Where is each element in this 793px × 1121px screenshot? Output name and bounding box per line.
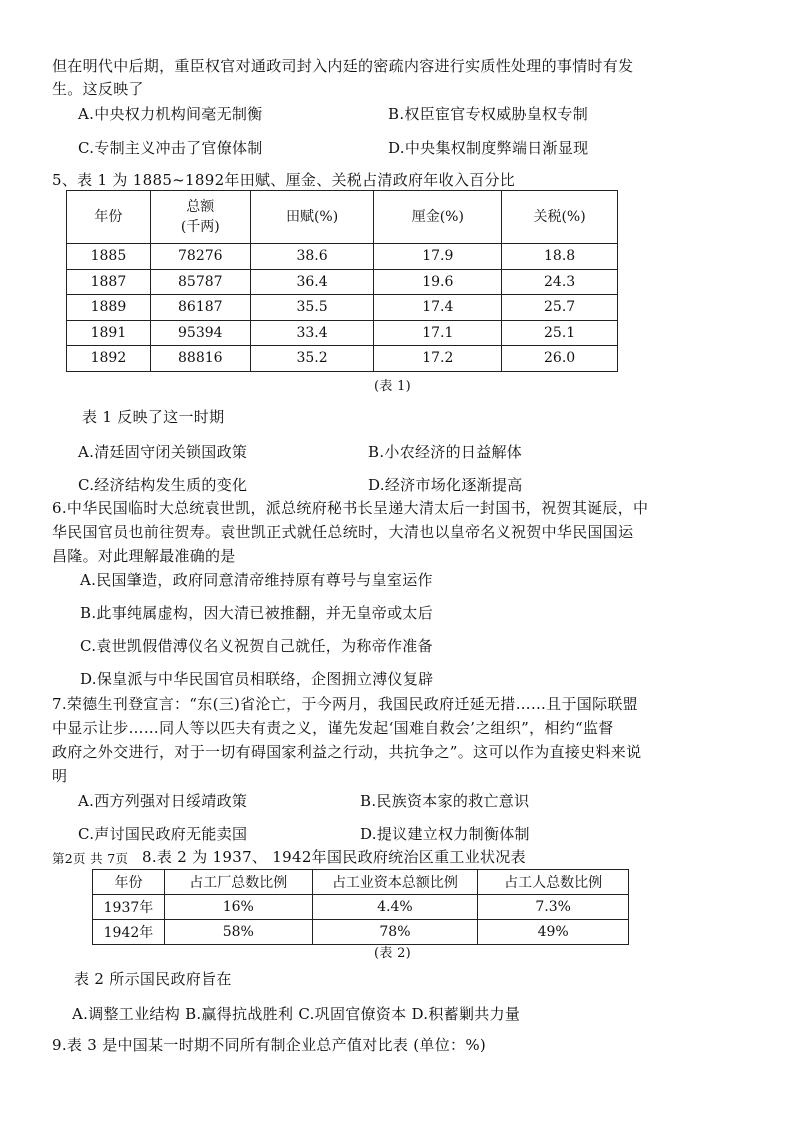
table-cell: 17.9	[374, 244, 502, 270]
q7-option-d[interactable]: D.提议建立权力制衡体制	[360, 825, 530, 843]
q9-stem: 9.表 3 是中国某一时期不同所有制企业总产值对比表 (单位：%)	[52, 1036, 487, 1054]
table-1-caption: (表 1)	[374, 379, 412, 394]
q7-option-a[interactable]: A.西方列强对日绥靖政策	[78, 792, 248, 810]
table-cell: 1892	[67, 346, 151, 372]
table-cell: 36.4	[250, 269, 374, 295]
table-1-header-total-unit: (千两)	[180, 219, 220, 235]
table-cell: 35.2	[250, 346, 374, 372]
table-row	[67, 295, 618, 321]
q7-stem-line-3: 政府之外交进行，对于一切有碍国家利益之行动，共抗争之”。这可以作为直接史料来说	[52, 743, 642, 761]
table-2-header-row	[93, 870, 629, 895]
table-cell: 38.6	[250, 244, 374, 270]
q7-stem-line-4: 明	[52, 767, 68, 785]
q7-option-b[interactable]: B.民族资本家的救亡意识	[360, 792, 530, 810]
table-1	[66, 190, 618, 372]
table-row	[93, 920, 629, 945]
table-1-header-total-label: 总额	[186, 199, 215, 215]
table-2-header-workers: 占工人总数比例	[478, 870, 629, 895]
q4-stem-line-2: 生。这反映了	[52, 80, 144, 98]
table-1-header-lijin: 厘金(%)	[374, 191, 502, 244]
table-1-header-row	[67, 191, 618, 244]
table-cell: 88816	[150, 346, 250, 372]
q4-option-c[interactable]: C.专制主义冲击了官僚体制	[78, 139, 263, 157]
q5-option-c[interactable]: C.经济结构发生质的变化	[78, 476, 248, 494]
table-cell: 7.3%	[478, 895, 629, 920]
q7-option-c[interactable]: C.声讨国民政府无能卖国	[78, 825, 248, 843]
table-cell: 78276	[150, 244, 250, 270]
table-cell: 1885	[67, 244, 151, 270]
q5-option-b[interactable]: B.小农经济的日益解体	[368, 443, 523, 461]
table-cell: 25.1	[502, 320, 618, 346]
q5-stem: 5、表 1 为 1885~1892年田赋、厘金、关税占清政府年收入百分比	[52, 171, 516, 189]
table-cell: 35.5	[250, 295, 374, 321]
table-row	[67, 269, 618, 295]
table-row	[67, 346, 618, 372]
table-cell: 85787	[150, 269, 250, 295]
q5-lead: 表 1 反映了这一时期	[82, 408, 225, 426]
table-cell: 49%	[478, 920, 629, 945]
table-cell: 25.7	[502, 295, 618, 321]
q6-option-b[interactable]: B.此事纯属虚构，因大清已被推翻，并无皇帝或太后	[80, 604, 433, 622]
table-cell: 1889	[67, 295, 151, 321]
table-row	[67, 320, 618, 346]
q6-option-a[interactable]: A.民国肇造，政府同意清帝维持原有尊号与皇室运作	[80, 571, 433, 589]
q6-stem-line-2: 华民国官员也前往贺寿。袁世凯正式就任总统时，大清也以皇帝名义祝贺中华民国国运	[52, 523, 634, 541]
q6-option-c[interactable]: C.袁世凯假借溥仪名义祝贺自己就任，为称帝作准备	[80, 637, 433, 655]
table-cell: 1937年	[93, 895, 165, 920]
q8-options[interactable]: A.调整工业结构 B.赢得抗战胜利 C.巩固官僚资本 D.积蓄剿共力量	[72, 1005, 521, 1023]
table-cell: 26.0	[502, 346, 618, 372]
table-2-header-capital: 占工业资本总额比例	[312, 870, 478, 895]
q5-option-d[interactable]: D.经济市场化逐渐提高	[368, 476, 523, 494]
table-cell: 18.8	[502, 244, 618, 270]
table-cell: 1891	[67, 320, 151, 346]
q4-stem-line-1: 但在明代中后期，重臣权官对通政司封入内廷的密疏内容进行实质性处理的事情时有发	[52, 57, 634, 75]
table-cell: 19.6	[374, 269, 502, 295]
table-row	[93, 895, 629, 920]
q8-stem: 8.表 2 为 1937、 1942年国民政府统治区重工业状况表	[142, 848, 526, 866]
q8-lead: 表 2 所示国民政府旨在	[74, 970, 232, 988]
table-1-header-total	[150, 191, 250, 244]
table-cell: 17.1	[374, 320, 502, 346]
table-1-header-year: 年份	[67, 191, 151, 244]
table-2	[92, 869, 629, 945]
q4-option-d[interactable]: D.中央集权制度弊端日渐显现	[388, 139, 589, 157]
q4-option-a[interactable]: A.中央权力机构间毫无制衡	[78, 105, 263, 123]
table-cell: 86187	[150, 295, 250, 321]
table-cell: 33.4	[250, 320, 374, 346]
table-2-caption: (表 2)	[374, 946, 412, 961]
table-cell: 16%	[164, 895, 312, 920]
q7-stem-line-2: 中显示让步……同人等以匹夫有责之义，谨先发起‘国难自救会’之组织”，相约“监督	[52, 719, 614, 737]
table-2-header-year: 年份	[93, 870, 165, 895]
table-cell: 58%	[164, 920, 312, 945]
q6-option-d[interactable]: D.保皇派与中华民国官员相联络，企图拥立溥仪复辟	[80, 670, 434, 688]
table-2-header-factories: 占工厂总数比例	[164, 870, 312, 895]
q6-stem-line-1: 6.中华民国临时大总统袁世凯，派总统府秘书长呈递大清太后一封国书，祝贺其诞辰，中	[52, 499, 649, 517]
q6-stem-line-3: 昌隆。对此理解最准确的是	[52, 547, 236, 565]
table-cell: 24.3	[502, 269, 618, 295]
q7-stem-line-1: 7.荣德生刊登宣言：“东(三)省沦亡，于今两月，我国民政府迁延无措……且于国际联盟	[52, 695, 638, 713]
table-1-header-land-tax: 田赋(%)	[250, 191, 374, 244]
table-cell: 4.4%	[312, 895, 478, 920]
q5-option-a[interactable]: A.清廷固守闭关锁国政策	[78, 443, 248, 461]
table-row	[67, 244, 618, 270]
table-cell: 1942年	[93, 920, 165, 945]
table-cell: 95394	[150, 320, 250, 346]
q4-option-b[interactable]: B.权臣宦官专权威胁皇权专制	[388, 105, 588, 123]
table-cell: 17.2	[374, 346, 502, 372]
table-cell: 17.4	[374, 295, 502, 321]
table-cell: 1887	[67, 269, 151, 295]
page-footer: 第2页 共 7页	[52, 851, 129, 866]
table-1-header-customs: 关税(%)	[502, 191, 618, 244]
table-cell: 78%	[312, 920, 478, 945]
